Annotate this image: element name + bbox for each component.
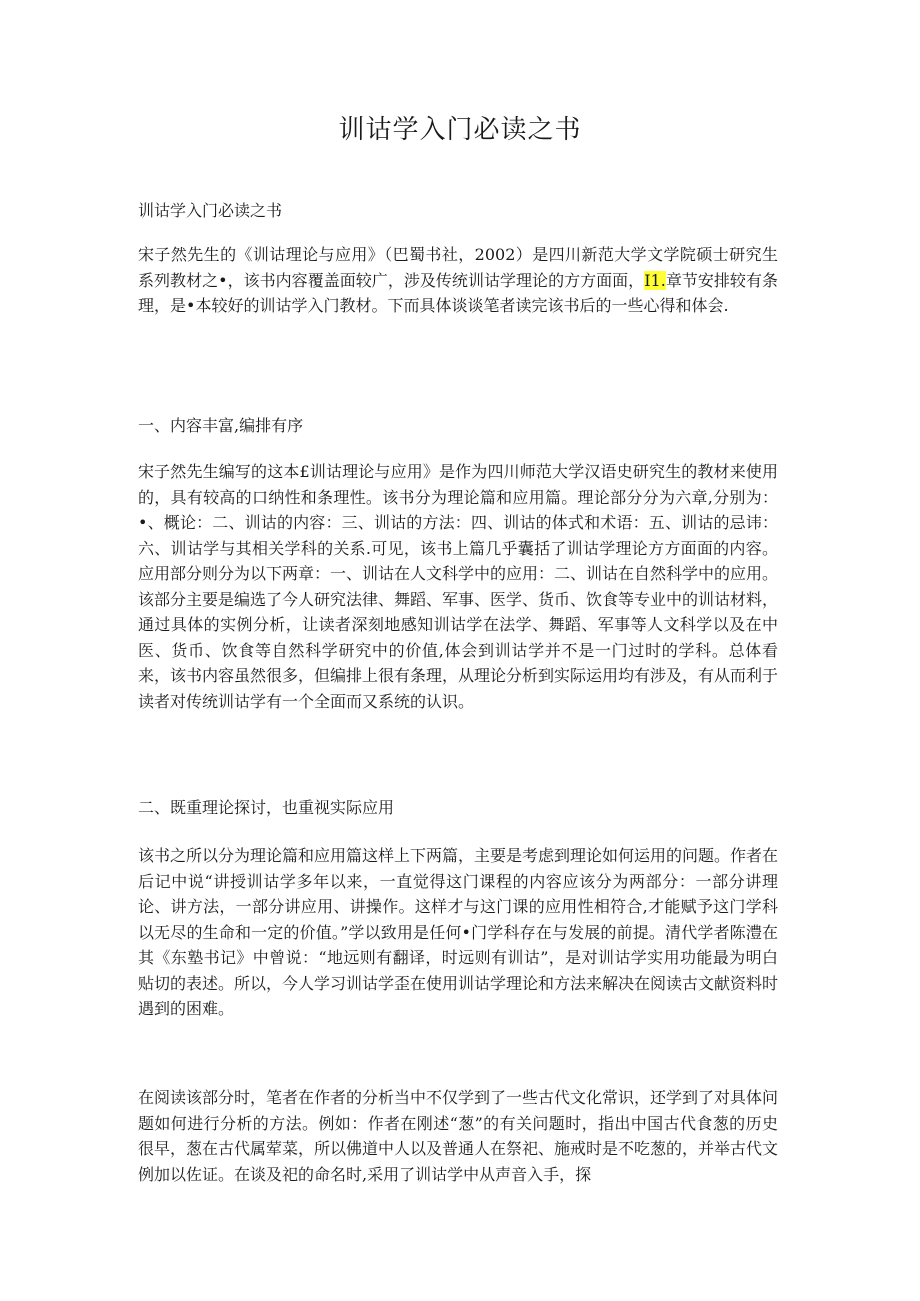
highlighted-text: I1. [644,270,666,290]
section-2-paragraph: 该书之所以分为理论篇和应用篇这样上下两篇，主要是考虑到理论如何运用的问题。作者在后记中说“讲授训诂学多年以来，一直觉得这门课程的内容应该分为两部分：一部分讲理论、讲方法，一部分讲应用、讲操作。这样才与这门课的应用性相符合,才能赋予这门学科以无尽的生命和一定的价值。”学以致用是任何•门学科存在与发展的前提。清代学者陈澧在其《东塾书记》中曾说：“地远则有翻译，时远则有训诂”，是对训诂学实用功能最为明白贴切的表述。所以，今人学习训诂学歪在使用训诂学理论和方法来解决在阅读古文献资料时遇到的困难。 [138,846,779,1018]
intro-text-before: 宋子然先生的《训诂理论与应用》（巴蜀书社，2002）是四川新范大学文学院硕士研究生系列教材之•，该书内容覆盖面较广，涉及传统训诂学理论的方方面面， [138,245,778,290]
intro-paragraph [138,242,778,319]
document-title: 训诂学入门必读之书 [338,115,582,145]
section-1-paragraph: 宋子然先生编写的这本£训诂理论与应用》是作为四川师范大学汉语史研究生的教材来使用的，具有较高的口纳性和条理性。该书分为理论篇和应用篇。理论部分分为六章,分别为：•、概论：二、训诂的内容：三、训诂的方法：四、训诂的体式和术语：五、训诂的忌讳：六、训诂学与其相关学科的关系.可见，该书上篇几乎囊括了训诂学理论方方面面的内容。应用部分则分为以下两章：一、训诂在人文科学中的应用：二、训诂在自然科学中的应用。该部分主要是编选了今人研究法律、舞蹈、军事、医学、货币、饮食等专业中的训诂材料，通过具体的实例分析，让读者深刻地感知训诂学在法学、舞蹈、军事等人文科学以及在中医、货币、饮食等自然科学研究中的价值,体会到训诂学并不是一门过时的学科。总体看来，该书内容虽然很多，但编排上很有条理，从理论分析到实际运用均有涉及，有从而利于读者对传统训诂学有一个全面而又系统的认识。 [138,462,779,711]
intro-text-after: 章节安排较有条理，是•本较好的训诂学入门教材。下而具体谈谈笔者读完该书后的一些心得和体会. [138,270,778,315]
document-subtitle: 训诂学入门必读之书 [138,201,283,220]
section-1-heading: 一、内容丰富,编排有序 [138,416,304,435]
section-2-paragraph-continued: 在阅读该部分时，笔者在作者的分析当中不仅学到了一些古代文化常识，还学到了对具体问题如何进行分析的方法。例如：作者在刚述“葱”的有关问题时，指出中国古代食葱的历史很早，葱在古代属荤菜，所以佛道中人以及普通人在祭祀、施戒时是不吃葱的，并举古代文例加以佐证。在谈及祀的命名时,采用了训诂学中从声音入手，探 [138,1088,779,1184]
section-2-heading: 二、既重理论探讨，也重视实际应用 [138,798,395,817]
